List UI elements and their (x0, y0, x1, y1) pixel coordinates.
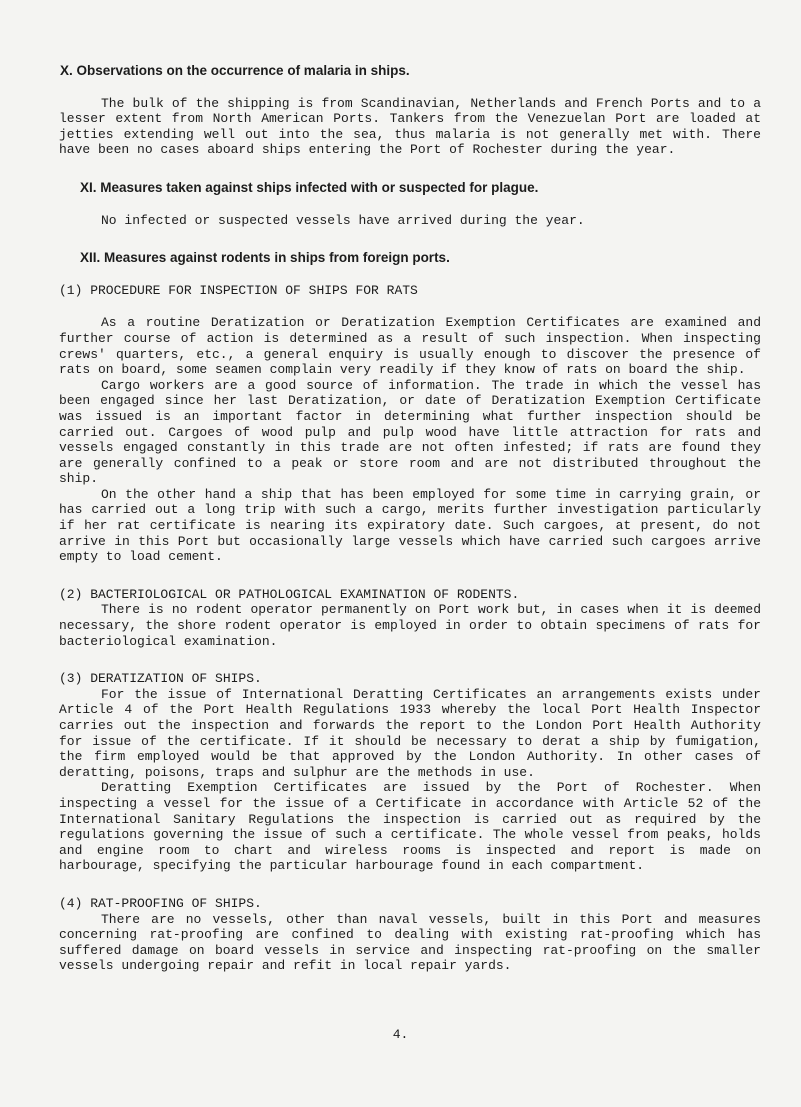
section-xi-paragraph: No infected or suspected vessels have arrived during the year. (101, 212, 585, 228)
subsection-1-title: (1) PROCEDURE FOR INSPECTION OF SHIPS FOR RATS (59, 282, 418, 298)
subsection-4-paragraph-1: There are no vessels, other than naval vessels, built in this Port and measures concerning rat-proofing are confined to dealing with existing rat-proofing which has suffered damage on board vessels in service and inspecting rat-proofing on the smaller vessels undergoing repair and refit in local repair yards. (59, 911, 761, 974)
subsection-1-paragraph-2: Cargo workers are a good source of information. The trade in which the vessel has been engaged since her last Deratization, or date of Deratization Exemption Certificate was issued is an important factor in determining what further inspection should be carried out. Cargoes of wood pulp and pulp wood have little attraction for rats and vessels engaged constantly in this trade are not often infested; if rats are found they are generally confined to a peak or store room and are not distributed throughout the ship. (59, 377, 761, 487)
section-xi-heading: XI. Measures taken against ships infected with or suspected for plague. (80, 179, 539, 195)
subsection-2-paragraph-1: There is no rodent operator permanently on Port work but, in cases when it is deemed necessary, the shore rodent operator is employed in order to obtain specimens of rats for bacteriological examination. (59, 602, 761, 649)
subsection-1-paragraph-3: On the other hand a ship that has been employed for some time in carrying grain, or has carried out a long trip with such a cargo, merits further investigation particularly if her rat certificate is nearing its expiratory date. Such cargoes, at present, do not arrive in this Port but occasionally large vessels which have carried such cargoes arrive empty to load cement. (59, 486, 761, 565)
subsection-4-title: (4) RAT-PROOFING OF SHIPS. (59, 895, 262, 911)
section-x-paragraph: The bulk of the shipping is from Scandinavian, Netherlands and French Ports and to a lesser extent from North American Ports. Tankers from the Venezuelan Port are loaded at jetties extending well out into the sea, thus malaria is not generally met with. There have been no cases aboard ships entering the Port of Rochester during the year. (59, 95, 761, 158)
subsection-3-paragraph-1: For the issue of International Deratting Certificates an arrangements exists under Article 4 of the Port Health Regulations 1933 whereby the local Port Health Inspector carries out the inspection and forwards the report to the London Port Health Authority for issue of the certificate. If it should be necessary to derat a ship by fumigation, the firm employed would be that approved by the London Authority. In other cases of deratting, poisons, traps and sulphur are the methods in use. (59, 686, 761, 780)
page-number: 4. (392, 1027, 409, 1042)
section-xii-heading: XII. Measures against rodents in ships from foreign ports. (80, 250, 450, 266)
subsection-3-title: (3) DERATIZATION OF SHIPS. (59, 671, 262, 687)
subsection-3-paragraph-2: Deratting Exemption Certificates are issued by the Port of Rochester. When inspecting a vessel for the issue of a Certificate in accordance with Article 52 of the International Sanitary Regulations the inspection is carried out as required by the regulations governing the issue of such a certificate. The whole vessel from peaks, holds and engine room to chart and wireless rooms is inspected and report is made on harbourage, specifying the particular harbourage found in each compartment. (59, 780, 761, 874)
subsection-1-paragraph-1: As a routine Deratization or Deratization Exemption Certificates are examined and further course of action is determined as a result of such inspection. When inspecting crews' quarters, etc., a general enquiry is usually enough to discover the presence of rats on board, some seamen complain very readily if they know of rats on board the ship. (59, 315, 761, 378)
section-x-heading: X. Observations on the occurrence of malaria in ships. (60, 63, 410, 78)
subsection-2-title: (2) BACTERIOLOGICAL OR PATHOLOGICAL EXAMINATION OF RODENTS. (59, 586, 520, 602)
